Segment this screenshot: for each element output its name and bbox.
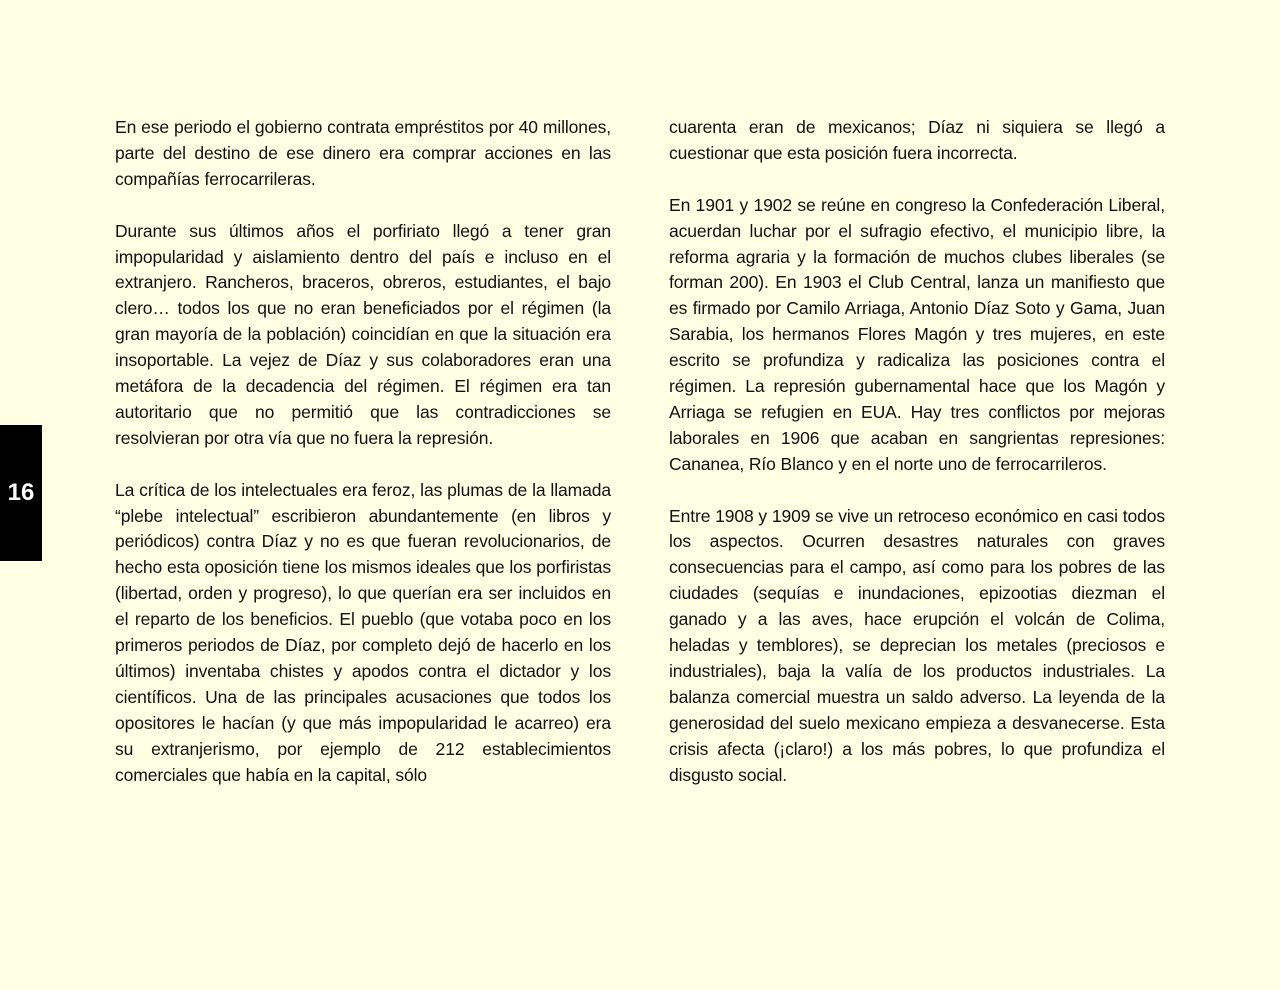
paragraph: En 1901 y 1902 se reúne en congreso la Confederación Liberal, acuerdan luchar por el sufragio efectivo, el municipio libre, la reforma agraria y la formación de muchos clubes liberales (se forman 200). En 1903 el Club Central, lanza un manifiesto que es firmado por Camilo Arriaga, Antonio Díaz Soto y Gama, Juan Sarabia, los hermanos Flores Magón y tres mujeres, en este escrito se profundiza y radicaliza las posiciones contra el régimen. La represión gubernamental hace que los Magón y Arriaga se refugien en EUA. Hay tres conflictos por mejoras laborales en 1906 que acaban en sangrientas represiones: Cananea, Río Blanco y en el norte uno de ferrocarrileros. (669, 194, 1165, 474)
paragraph: En ese periodo el gobierno contrata empréstitos por 40 millones, parte del destino de ese dinero era comprar acciones en las compañías ferrocarrileras. (115, 117, 611, 189)
paragraph: Durante sus últimos años el porfiriato llegó a tener gran impopularidad y aislamiento dentro del país e incluso en el extranjero. Rancheros, braceros, obreros, estudiantes, el bajo clero… todos los que no eran beneficiados por el régimen (la gran mayoría de la población) coincidían en que la situación era insoportable. La vejez de Díaz y sus colaboradores eran una metáfora de la decadencia del régimen. El régimen era tan autoritario que no permitió que las contradicciones se resolvieran por otra vía que no fuera la represión. (115, 220, 611, 448)
right-text-column (669, 115, 1165, 814)
page-number-tab (0, 425, 42, 561)
left-text-column (115, 115, 611, 814)
page-number: 16 (7, 479, 35, 506)
paragraph: cuarenta eran de mexicanos; Díaz ni siquiera se llegó a cuestionar que esta posición fuera incorrecta. (669, 117, 1165, 163)
paragraph: La crítica de los intelectuales era feroz, las plumas de la llamada “plebe intelectual” escribieron abundantemente (en libros y periódicos) contra Díaz y no es que fueran revolucionarios, de hecho esta oposición tiene los mismos ideales que los porfiristas (libertad, orden y progreso), lo que querían era ser incluidos en el reparto de los beneficios. El pueblo (que votaba poco en los primeros periodos de Díaz, por completo dejó de hacerlo en los últimos) inventaba chistes y apodos contra el dictador y los científicos. Una de las principales acusaciones que todos los opositores le hacían (y que más impopularidad le acarreo) era su extranjerismo, por ejemplo de 212 establecimientos comerciales que había en la capital, sólo (115, 479, 611, 785)
paragraph: Entre 1908 y 1909 se vive un retroceso económico en casi todos los aspectos. Ocurren desastres naturales con graves consecuencias para el campo, así como para los pobres de las ciudades (sequías e inundaciones, epizootias diezman el ganado y a las aves, hace erupción el volcán de Colima, heladas y temblores), se deprecian los metales (preciosos e industriales), baja la valía de los productos industriales. La balanza comercial muestra un saldo adverso. La leyenda de la generosidad del suelo mexicano empieza a desvanecerse. Esta crisis afecta (¡claro!) a los más pobres, lo que profundiza el disgusto social. (669, 505, 1165, 785)
